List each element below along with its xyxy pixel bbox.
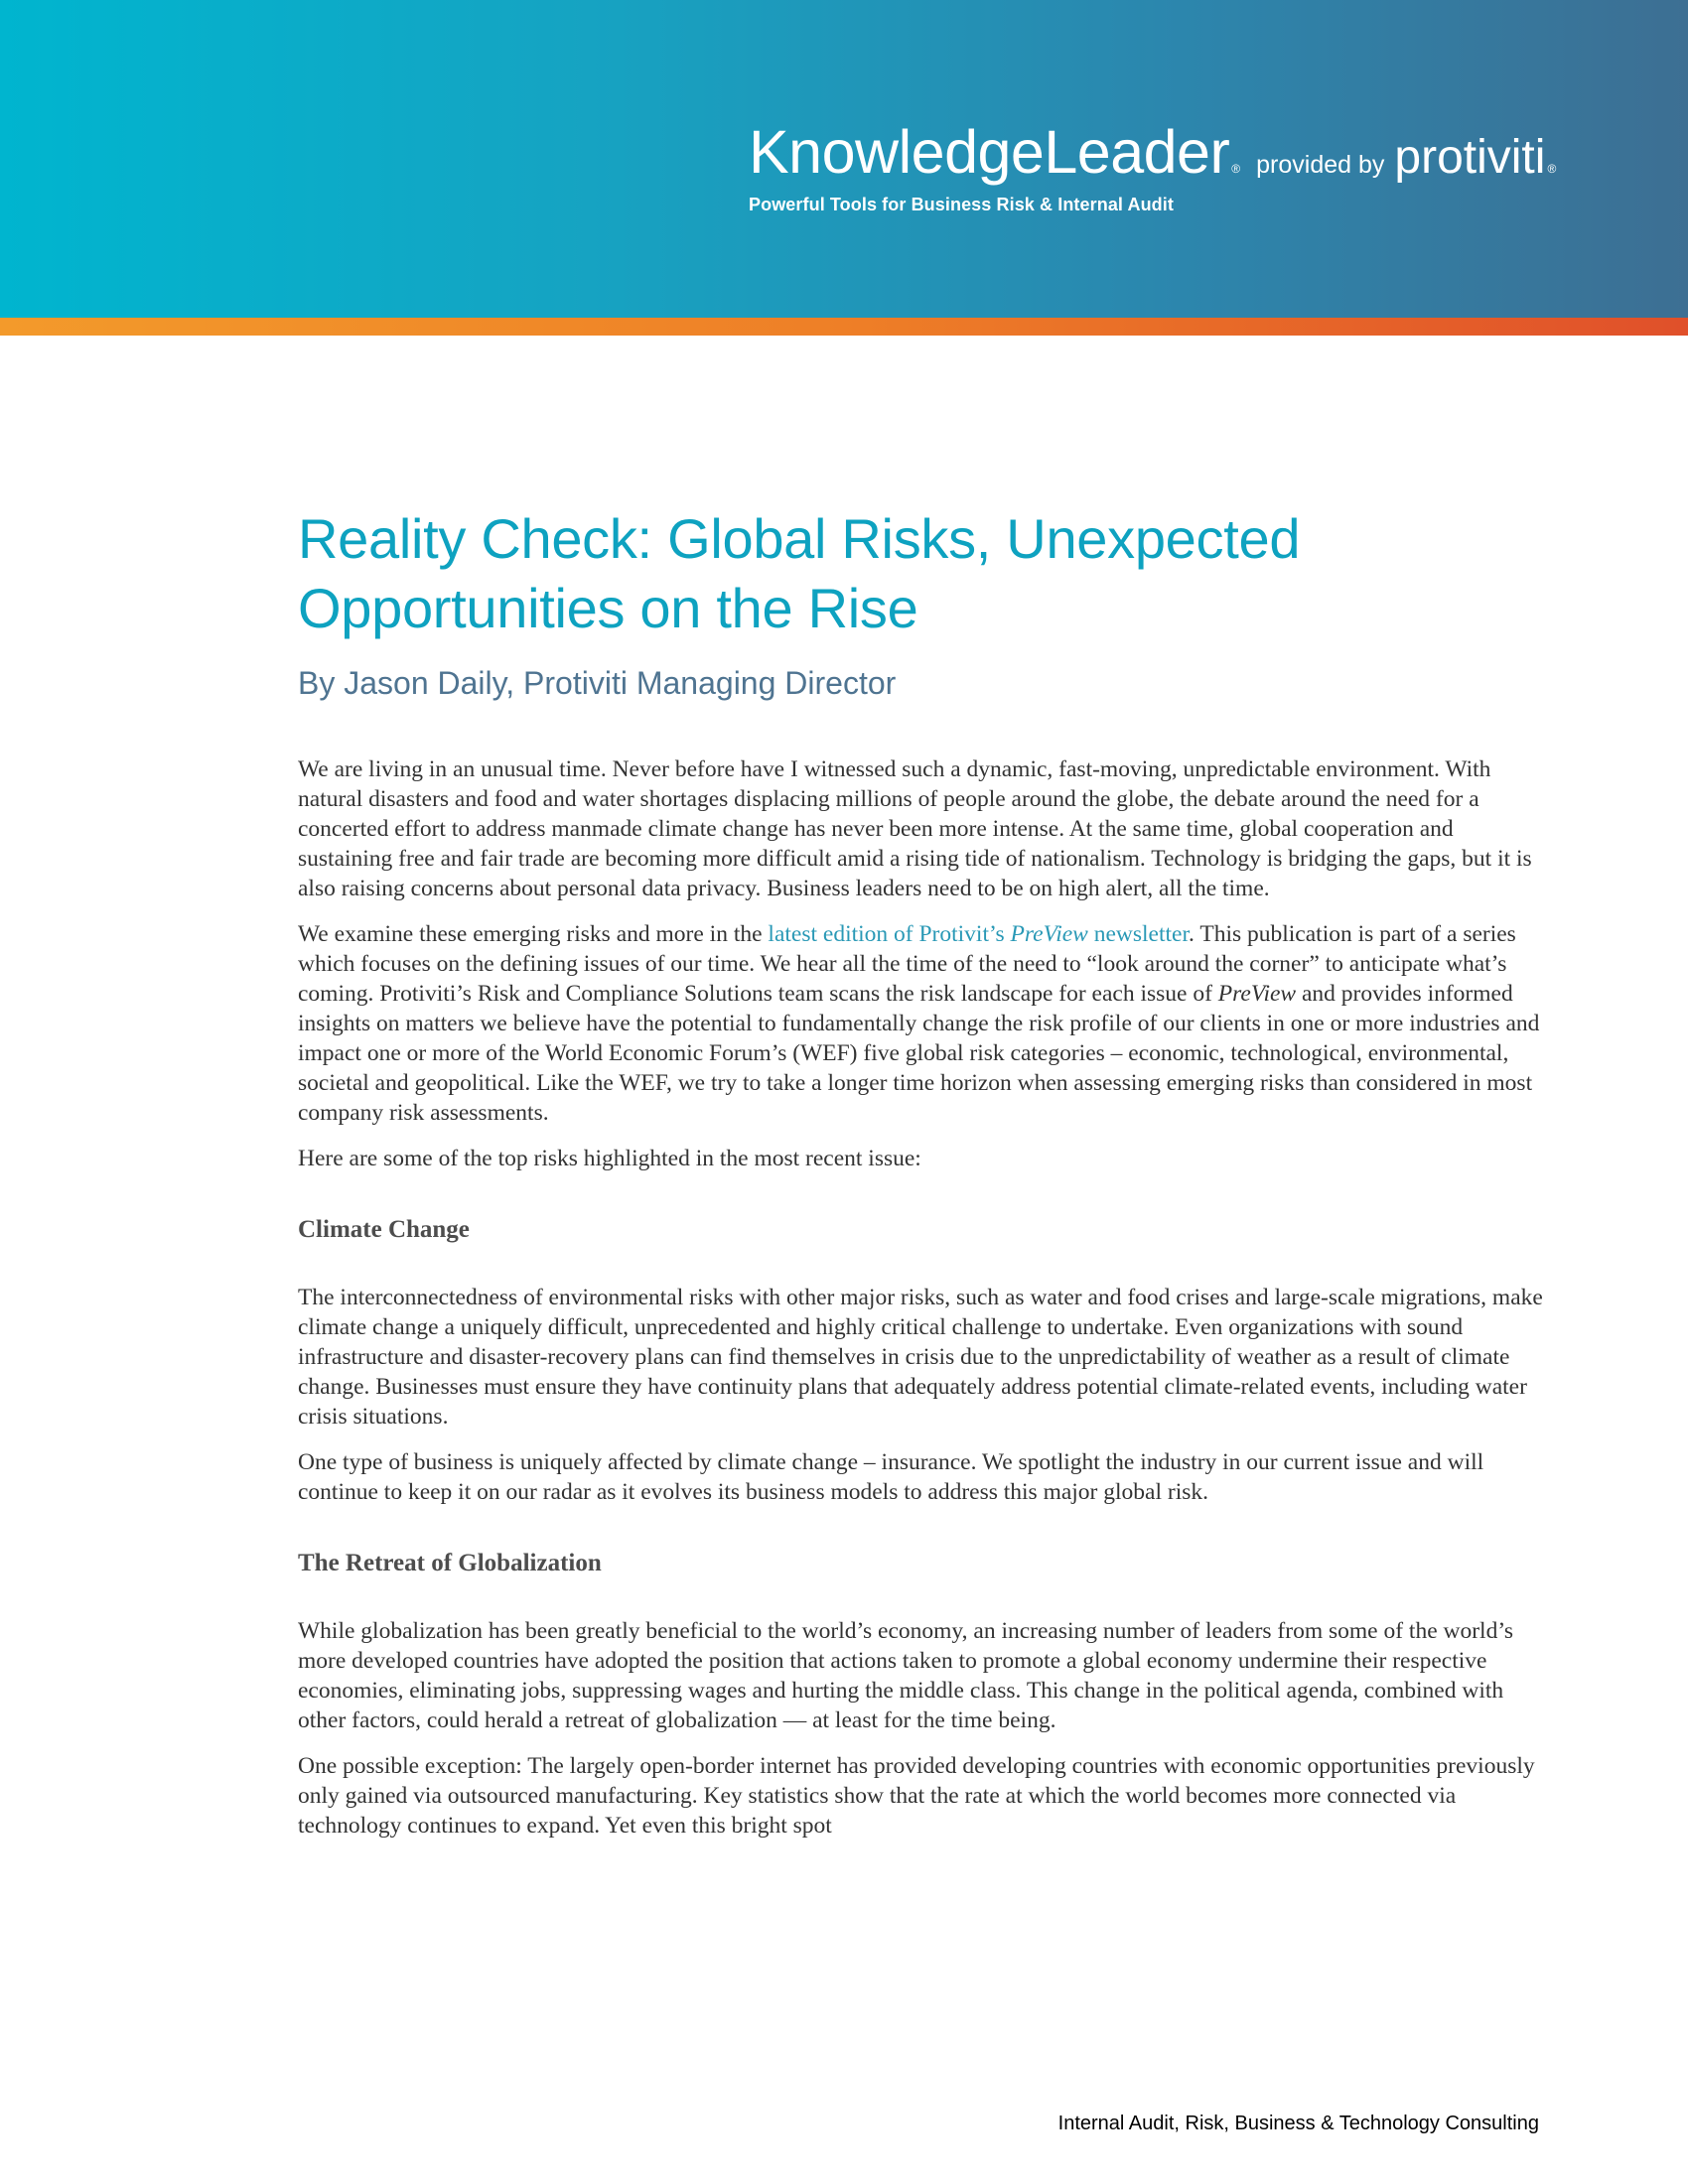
brand-logo [749, 117, 1556, 215]
preview-newsletter-link[interactable] [768, 921, 1189, 947]
preview-text-start: We examine these emerging risks and more in the [298, 921, 769, 947]
article-byline: By Jason Daily, Protiviti Managing Director [298, 665, 897, 701]
article-title: Reality Check: Global Risks, Unexpected Opportunities on the Rise [298, 507, 1301, 639]
preview-text-middle: . This publication is part of a series which focuses on the defining issues of our time. We hear all the time of the need to “look around the corner” to anticipate what’s coming. Protiviti’s Risk and Compliance Solutions team scans the risk landscape for each issue of [298, 921, 1516, 1007]
section-heading-retreat-of-globalization: The Retreat of Globalization [298, 1550, 602, 1576]
company-name: protiviti [1394, 131, 1546, 184]
preview-paragraph [298, 919, 1544, 1128]
page-footer: Internal Audit, Risk, Business & Technology Consulting [1057, 2113, 1539, 2134]
header-accent-stripe [0, 318, 1688, 336]
section-retreat-of-globalization [298, 1549, 1544, 1841]
article [298, 504, 1544, 1856]
preview-link-text-1: latest edition of Protivit’s [768, 921, 1011, 947]
section-climate-change [298, 1215, 1544, 1507]
climate-paragraph-2: One type of business is uniquely affected by climate change – insurance. We spotlight the industry in our current issue and will continue to keep it on our radar as it evolves its business models to address this major global risk. [298, 1449, 1484, 1505]
top-risks-intro: Here are some of the top risks highlighted in the most recent issue: [298, 1146, 921, 1171]
brand-line [749, 117, 1556, 187]
brand-registered-mark: ® [1231, 162, 1241, 176]
brand-tagline: Powerful Tools for Business Risk & Internal Audit [749, 195, 1174, 214]
section-heading-climate-change: Climate Change [298, 1216, 470, 1243]
article-body [298, 754, 1544, 1841]
preview-link-text-2: newsletter [1087, 921, 1190, 947]
brand-name: KnowledgeLeader [749, 118, 1230, 186]
provided-by-text: provided by [1256, 151, 1385, 179]
intro-paragraph: We are living in an unusual time. Never before have I witnessed such a dynamic, fast-moving, unpredictable environment. With natural disasters and food and water shortages displacing millions of people around the globe, the debate around the need for a concerted effort to address manmade climate change has never been more intense. At the same time, global cooperation and sustaining free and fair trade are becoming more difficult amid a rising tide of nationalism. Technology is bridging the gaps, but it is also raising concerns about personal data privacy. Business leaders need to be on high alert, all the time. [298, 756, 1532, 901]
preview-italic-title: PreView [1217, 981, 1297, 1007]
preview-text-end: and provides informed insights on matters we believe have the potential to fundamentally change the risk profile of our clients in one or more industries and impact one or more of the World Economic Forum’s (WEF) five global risk categories – economic, technological, environmental, societal and geopolitical. Like the WEF, we try to take a longer time horizon when assessing emerging risks than considered in most company risk assessments. [298, 981, 1540, 1126]
company-registered-mark: ® [1547, 162, 1557, 176]
climate-paragraph-1: The interconnectedness of environmental risks with other major risks, such as water and food crises and large-scale migrations, make climate change a uniquely difficult, unprecedented and highly critical challenge to undertake. Even organizations with sound infrastructure and disaster-recovery plans can find themselves in crisis due to the unpredictability of weather as a result of climate change. Businesses must ensure they have continuity plans that adequately address potential climate-related events, including water crisis situations. [298, 1285, 1543, 1430]
preview-link-italic: PreView [1010, 921, 1088, 947]
globalization-paragraph-1: While globalization has been greatly beneficial to the world’s economy, an increasing number of leaders from some of the world’s more developed countries have adopted the position that actions taken to promote a global economy undermine their respective economies, eliminating jobs, suppressing wages and hurting the middle class. This change in the political agenda, combined with other factors, could herald a retreat of globalization — at least for the time being. [298, 1618, 1513, 1733]
globalization-paragraph-2: One possible exception: The largely open-border internet has provided developing countries with economic opportunities previously only gained via outsourced manufacturing. Key statistics show that the rate at which the world becomes more connected via technology continues to expand. Yet even this bright spot [298, 1753, 1535, 1839]
